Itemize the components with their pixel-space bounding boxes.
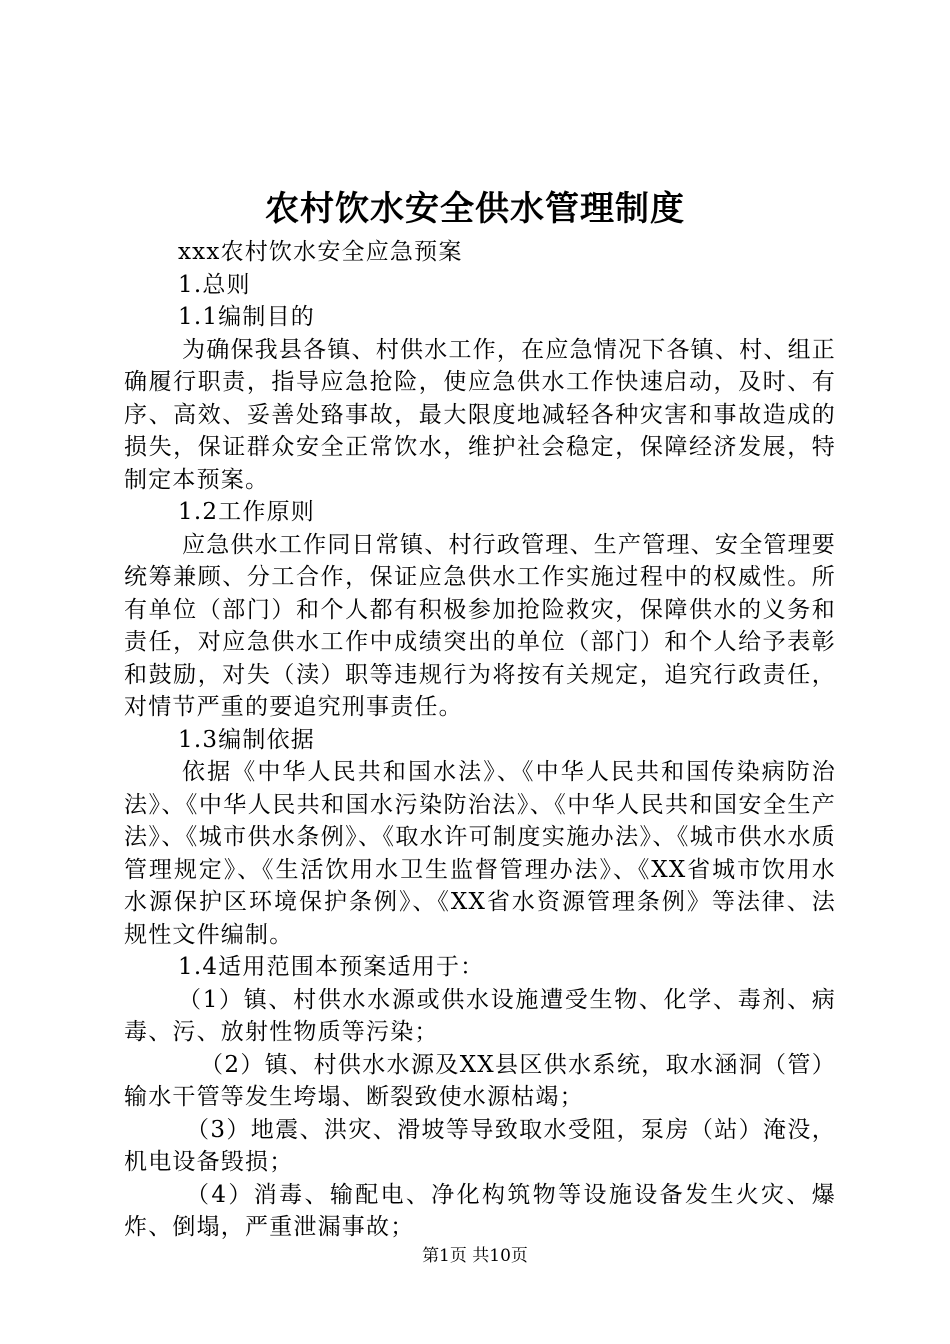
paragraph-plan-title: xxx农村饮水安全应急预案 [178, 239, 463, 265]
heading-scope: 1.4适用范围本预案适用于： [178, 954, 485, 980]
heading-basis: 1.3编制依据 [178, 726, 315, 753]
list-item-scope-1: （1）镇、村供水水源或供水设施遭受生物、化学、毒剂、病毒、污、放射性物质等污染； [124, 986, 836, 1045]
heading-purpose: 1.1编制目的 [178, 304, 315, 330]
paragraph-purpose: 为确保我县各镇、村供水工作，在应急情况下各镇、村、组正确履行职责，指导应急抢险，使应急供水工作快速启动，及时、有序、高效、妥善处臵事故，最大限度地减轻各种灾害和事故造成的损失，保证群众安全正常饮水，维护社会稳定，保障经济发展，特制定本预案。 [124, 336, 836, 493]
list-item-scope-4: （4）消毒、输配电、净化构筑物等设施设备发生火灾、爆炸、倒塌，严重泄漏事故； [124, 1181, 836, 1240]
list-item-scope-2: （2）镇、村供水水源及XX县区供水系统，取水涵洞（管）输水干管等发生垮塌、断裂致使水源枯竭； [124, 1051, 836, 1110]
document-title: 农村饮水安全供水管理制度 [265, 189, 685, 229]
page-footer: 第1页 共10页 [422, 1246, 528, 1266]
paragraph-basis: 依据《中华人民共和国水法》、《中华人民共和国传染病防治法》、《中华人民共和国水污染防治法》、《中华人民共和国安全生产法》、《城市供水条例》、《取水许可制度实施办法》、《城市供水水质管理规定》、《生活饮用水卫生监督管理办法》、《XX省城市饮用水水源保护区环境保护条例》、《XX省水资源管理条例》等法律、法规性文件编制。 [124, 759, 836, 948]
heading-general: 1.总则 [178, 271, 251, 298]
paragraph-principles: 应急供水工作同日常镇、村行政管理、生产管理、安全管理要统筹兼顾、分工合作，保证应急供水工作实施过程中的权威性。所有单位（部门）和个人都有积极参加抢险救灾，保障供水的义务和责任，对应急供水工作中成绩突出的单位（部门）和个人给予表彰和鼓励，对失（渎）职等违规行为将按有关规定，追究行政责任，对情节严重的要追究刑事责任。 [124, 531, 836, 720]
document-body [124, 236, 836, 1244]
list-item-scope-3: （3）地震、洪灾、滑坡等导致取水受阻，泵房（站）淹没，机电设备毁损； [124, 1116, 836, 1175]
heading-principles: 1.2工作原则 [178, 499, 315, 525]
